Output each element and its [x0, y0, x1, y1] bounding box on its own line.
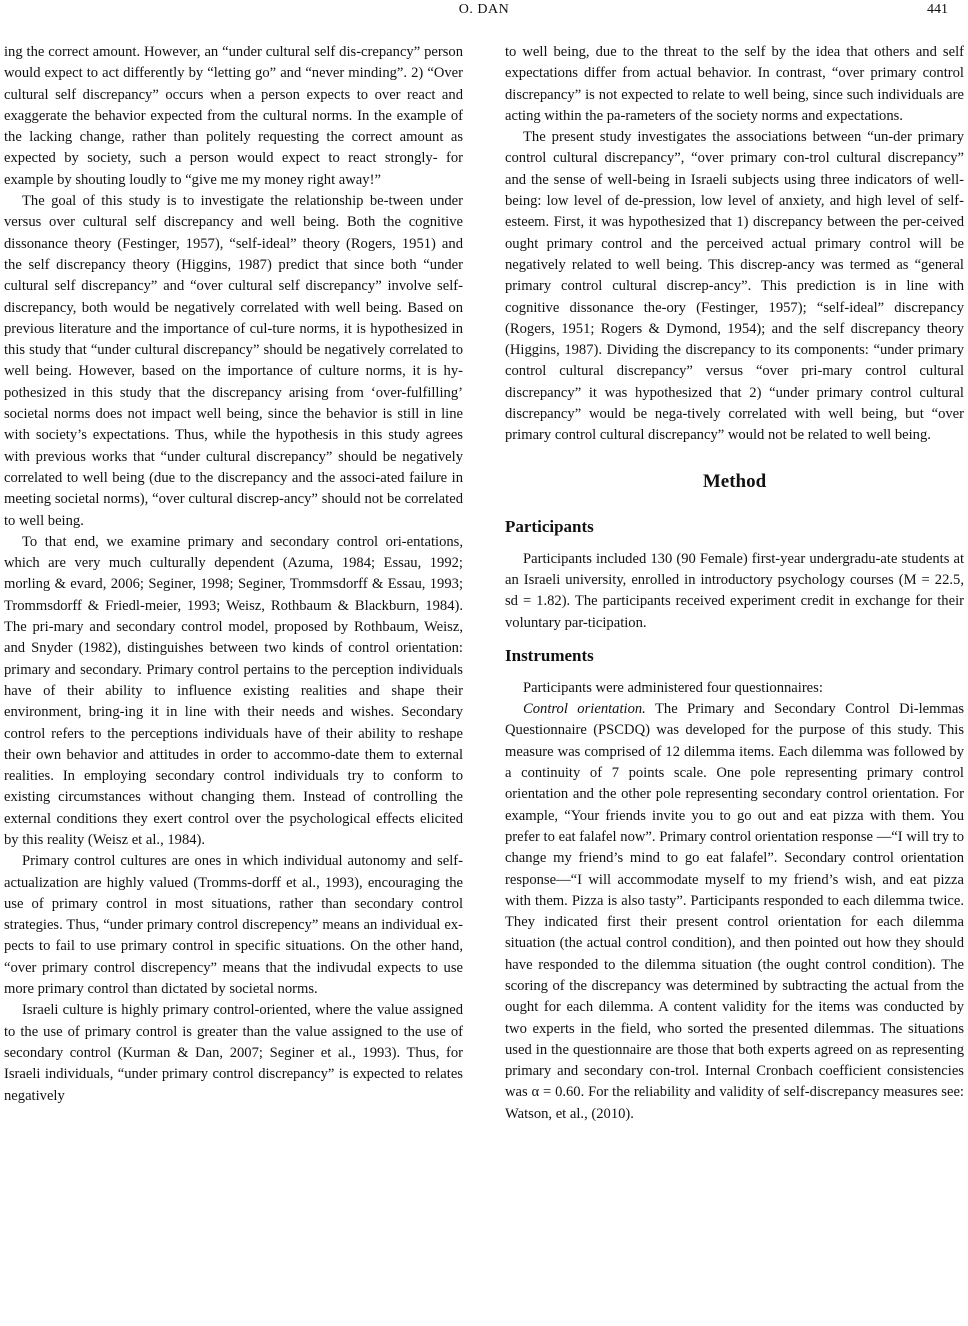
- right-column: [505, 42, 964, 1125]
- instruments-heading: Instruments: [505, 645, 594, 665]
- body-paragraph: The goal of this study is to investigate the relationship be-tween under versus over cultural self discrepancy and well being. Both the cognitive dissonance theory (Festinger, 1957), “self-ideal” theory (Rogers, 1951) and the self discrepancy theory (Higgins, 1987) predict that since both “under cultural self discrepancy” and “over cultural self discrepancy” involve self-discrepancy, both would be negatively correlated with well being. Based on previous literature and the importance of cul-ture norms, it is hypothesized in this study that “under cultural discrepancy” should be negatively correlated to well being. However, based on the importance of culture norms, it is hy-pothesized in this study that the discrepancy arising from ‘over-fulfilling’ societal norms does not impact well being, since the behavior is still in line with society’s expectations. Thus, while the hypothesis in this study agrees with previous works that “under cultural discrepancy” should be negatively correlated to well being (due to the discrepancy and the associ-ated failure in meeting societal norms), “over cultural discrep-ancy” should not be correlated to well being.: [4, 193, 463, 529]
- control-orientation-text: The Primary and Secondary Control Di-lemmas Questionnaire (PSCDQ) was developed for the purpose of this study. This measure was comprised of 12 dilemma items. Each dilemma was followed by a continuity of 7 points scale. One pole representing primary control orientation and the other pole representing secondary control orientation. For example, “Your friends invite you to go out and eat pizza with them. You prefer to eat falafel now”. Primary control orientation response —“I will try to change my friend’s mind to go eat falafel”. Secondary control orientation response—“I will accommodate myself to my friend’s wish, and eat pizza with them. Pizza is also tasty”. Participants responded to each dilemma twice. They indicated first their present control orientation for each dilemma situation (the actual control condition), and then pointed out how they should have responded to the dilemma situation (the ought control condition). The scoring of the discrepancy was determined by subtracting the actual from the ought for each dilemma. A content validity for the items was conducted by two experts in the field, who sorted the presented dilemmas. The situations used in the questionnaire are those that both experts agreed on as representing primary and secondary con-trol. Internal Cronbach coefficient consistencies was α = 0.60. For the reliability and validity of self-discrepancy measures see: Watson, et al., (2010).: [505, 701, 964, 1122]
- body-paragraph: The present study investigates the associations between “un-der primary control cultural discrepancy”, “over primary con-trol cultural discrepancy” and the sense of well-being in Israeli subjects using three indicators of well-being: low level of de-pression, low level of anxiety, and high level of self-esteem. First, it was hypothesized that 1) discrepancy between the per-ceived ought primary control and the perceived actual primary control will be negatively related to well being. This discrep-ancy was termed as “general primary control cultural discrep-ancy”. This prediction is in line with cognitive dissonance the-ory (Festinger, 1957); “self-ideal” discrepancy (Rogers, 1951; Rogers & Dymond, 1954); and the self discrepancy theory (Higgins, 1987). Dividing the discrepancy to its components: “under primary control cultural discrepancy” versus “over pri-mary control cultural discrepancy” it was hypothesized that 2) “under primary control cultural discrepancy” would be nega-tively correlated with well being, but “over primary control cultural discrepancy” would not be related to well being.: [505, 129, 964, 444]
- participants-paragraph: Participants included 130 (90 Female) first-year undergradu-ate students at an Israeli university, enrolled in introductory psychology courses (M = 22.5, sd = 1.82). The participants received experiment credit in exchange for their voluntary par-ticipation.: [505, 550, 964, 631]
- control-orientation-paragraph: [505, 699, 964, 1125]
- control-orientation-lead: Control orientation.: [523, 701, 646, 718]
- running-title: O. DAN: [458, 2, 510, 17]
- page-number: 441: [927, 2, 948, 17]
- body-paragraph: Israeli culture is highly primary control-oriented, where the value assigned to the use of primary control is greater than the value assigned to the use of secondary control (Kurman & Dan, 2007; Seginer et al., 1993). Thus, for Israeli individuals, “under primary control discrepancy” is expected to relates negatively: [4, 1002, 463, 1104]
- running-header: [0, 0, 968, 30]
- instruments-intro: Participants were administered four questionnaires:: [523, 679, 823, 696]
- method-heading: Method: [702, 470, 767, 492]
- body-paragraph: Primary control cultures are ones in which individual autonomy and self-actualization are highly valued (Tromms-dorff et al., 1993), encouraging the use of primary control in most situations, rather than secondary control strategies. Thus, “under primary control discrepency” means an individual ex-pects to fail to use primary control in specific situations. On the other hand, “over primary control discrepency” means that the indivudal expects to use more primary control than dictated by societal norms.: [4, 853, 463, 998]
- body-paragraph: To that end, we examine primary and secondary control ori-entations, which are very much culturally dependent (Azuma, 1984; Essau, 1992; morling & evard, 2006; Seginer, 1998; Seginer, Trommsdorff & Essau, 1993; Trommsdorff & Friedl-meier, 1993; Weisz, Rothbaum & Blackburn, 1984). The pri-mary and secondary control model, proposed by Rothbaum, Weisz, and Snyder (1982), distinguishes between two kinds of control orientation: primary and secondary. Primary control pertains to the perception individuals have of their ability to influence existing realities and shape their environment, bring-ing it in line with their needs and wishes. Secondary control refers to the perceptions individuals have of their ability to reshape their own behavior and attitudes in order to accommo-date them to external realities. In employing secondary control individuals try to conform to existing circumstances without changing them. Instead of controlling the external conditions they exert control over the psychological effects elicited by this reality (Weisz et al., 1984).: [4, 533, 463, 848]
- participants-heading: Participants: [505, 516, 594, 536]
- body-paragraph: ing the correct amount. However, an “under cultural self dis-crepancy” person would expect to act differently by “letting go” and “never minding”. 2) “Over cultural self discrepancy” occurs when a person expects to over react and exaggerate the behavior expected from the cultural norms. In the example of the lacking change, rather than politely requesting the correct amount as expected by society, such a person would expect to react strongly- for example by shouting loudly to “give me my money right away!”: [4, 44, 463, 188]
- left-column: [4, 42, 463, 1107]
- body-paragraph: to well being, due to the threat to the self by the idea that others and self expectations differ from actual behavior. In contrast, “over primary control discrepancy” is not expected to relate to well being, since such individuals are acting within the pa-rameters of the society norms and expectations.: [505, 44, 964, 124]
